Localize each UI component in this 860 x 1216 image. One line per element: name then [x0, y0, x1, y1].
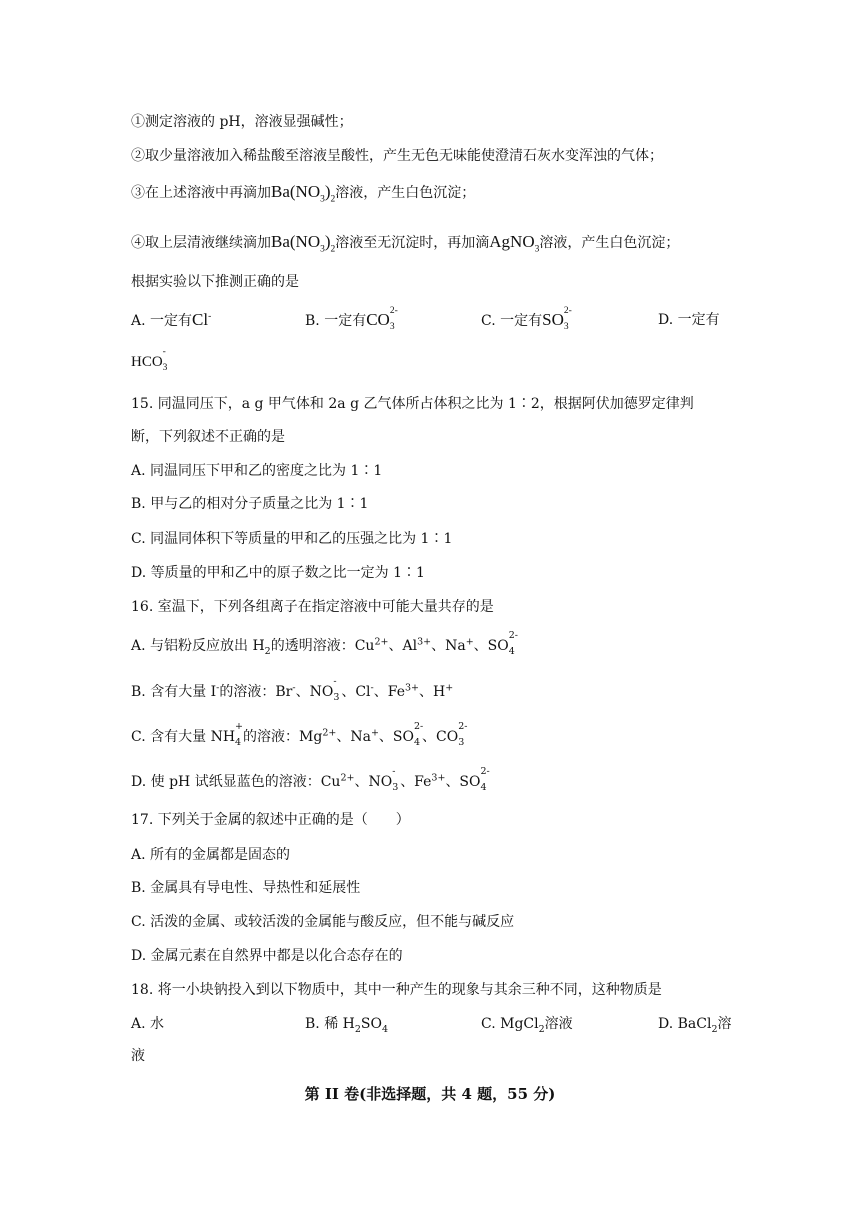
q15-option-c: C. 同温同体积下等质量的甲和乙的压强之比为 1∶1 — [131, 531, 453, 547]
q16-option-c-text-mid: 的溶液： — [243, 729, 300, 745]
q18-option-d-text-end: 溶 — [717, 1016, 732, 1032]
q17-option-a: A. 所有的金属都是固态的 — [131, 847, 291, 863]
q14-step2: ②取少量溶液加入稀盐酸至溶液呈酸性，产生无色无味能使澄清石灰水变浑浊的气体； — [131, 148, 663, 164]
formula-agno3: AgNO$_3$ — [489, 232, 540, 255]
q18-option-a: A. 水 — [131, 1016, 165, 1032]
q16-option-c-text: C. 含有大量 NH — [131, 729, 236, 745]
ion-cl-minus: Cl- — [192, 310, 212, 329]
q15-stem-line2: 断，下列叙述不正确的是 — [131, 429, 285, 445]
q14-option-b-label: B. 一定有 — [305, 313, 367, 329]
q14-step3-text: ③在上述溶液中再滴加 — [131, 185, 271, 201]
q16-option-b-text-mid: 的溶液： — [219, 684, 276, 700]
q18-option-d-text: D. BaCl — [658, 1016, 712, 1032]
q18-option-b-text: B. 稀 H — [305, 1016, 355, 1032]
q15-option-a: A. 同温同压下甲和乙的密度之比为 1∶1 — [131, 463, 383, 479]
q14-option-a-label: A. 一定有 — [131, 313, 193, 329]
q14-step4-text: ④取上层清液继续滴加 — [131, 235, 271, 251]
q14-step1: ①测定溶液的 pH，溶液显强碱性； — [131, 114, 353, 130]
q16-option-b-text: B. 含有大量 I — [131, 684, 217, 700]
q14-step4 — [131, 232, 679, 253]
q16-option-c: C. 含有大量 NH + 4 的溶液：$Mg^{2+}$、Na+、SO 2- 4 、CO 2- 3 — [131, 721, 468, 748]
q14-step3-text-end: 溶液，产生白色沉淀； — [335, 185, 476, 201]
q16-option-a-text-mid: 的透明溶液： — [270, 638, 355, 654]
q18-option-b: B. 稀 $H_2SO_4$ — [305, 1016, 389, 1035]
q16-option-d — [131, 766, 490, 793]
q14-option-c-label: C. 一定有 — [481, 313, 543, 329]
q16-option-b: B. 含有大量 I-的溶液：Br-、NO - 3 、Cl-、$Fe^{3+}$、H+ — [131, 676, 454, 703]
q17-option-b: B. 金属具有导电性、导热性和延展性 — [131, 880, 361, 896]
q14-option-a — [131, 310, 211, 331]
q14-option-d: D. 一定有 — [658, 312, 720, 328]
ion-list: $Cu^{2+}$、NO - 3 、$Fe^{3+}$、SO 2- 4 — [320, 766, 490, 793]
ion-co3-2minus: CO 2- 3 — [366, 306, 398, 332]
q16-option-d-text: D. 使 pH 试纸显蓝色的溶液： — [131, 774, 321, 790]
q15-option-b: B. 甲与乙的相对分子质量之比为 1∶1 — [131, 496, 369, 512]
q16-option-a: A. 与铝粉反应放出 $H_2$的透明溶液：$Cu^{2+}$、$Al^{3+}$、Na+、SO 2- 4 — [131, 630, 518, 657]
ion-hco3-minus: HCO - 3 — [131, 347, 168, 373]
q14-step4-text-mid: 溶液至无沉淀时，再加滴 — [335, 235, 490, 251]
q16-stem: 16. 室温下，下列各组离子在指定溶液中可能大量共存的是 — [131, 599, 494, 615]
formula-ba-no3-2: $Ba(NO_3)_2$ — [271, 182, 336, 205]
q17-stem: 17. 下列关于金属的叙述中正确的是（ ） — [131, 812, 410, 828]
q18-stem: 18. 将一小块钠投入到以下物质中，其中一种产生的现象与其余三种不同，这种物质是 — [131, 982, 662, 998]
q17-option-c: C. 活泼的金属、或较活泼的金属能与酸反应，但不能与碱反应 — [131, 914, 515, 930]
ion-list: $Cu^{2+}$、$Al^{3+}$、Na+、SO 2- 4 — [354, 630, 518, 657]
section-title: 第 II 卷(非选择题，共 4 题，55 分) — [304, 1085, 556, 1103]
q14-option-b — [305, 306, 398, 332]
q18-option-d-wrap: 液 — [131, 1048, 145, 1064]
q14-step3 — [131, 182, 475, 203]
q14-option-d-formula — [131, 347, 171, 373]
q14-step4-text-end: 溶液，产生白色沉淀； — [539, 235, 680, 251]
q17-option-d: D. 金属元素在自然界中都是以化合态存在的 — [131, 948, 403, 964]
formula-ba-no3-2: $Ba(NO_3)_2$ — [271, 232, 336, 255]
q16-option-a-text: A. 与铝粉反应放出 H — [131, 638, 265, 654]
q18-option-c-text-end: 溶液 — [544, 1016, 573, 1032]
q15-option-d: D. 等质量的甲和乙中的原子数之比一定为 1∶1 — [131, 565, 425, 581]
q18-option-c: C. MgCl$_2$溶液 — [481, 1016, 573, 1035]
ion-list: $Mg^{2+}$、Na+、SO 2- 4 、CO 2- 3 — [299, 721, 468, 748]
q18-option-c-text: C. MgCl — [481, 1016, 539, 1032]
ion-so3-2minus: SO 2- 3 — [542, 306, 572, 332]
q14-option-c — [481, 306, 572, 332]
ion-list: Br-、NO - 3 、Cl-、$Fe^{3+}$、H+ — [275, 676, 454, 703]
q14-prompt: 根据实验以下推测正确的是 — [131, 274, 299, 290]
q15-stem-line1: 15. 同温同压下，a g 甲气体和 2a g 乙气体所占体积之比为 1∶2，根据阿伏加德罗定律判 — [131, 396, 694, 412]
q18-option-d: D. BaCl$_2$溶 — [658, 1016, 732, 1035]
